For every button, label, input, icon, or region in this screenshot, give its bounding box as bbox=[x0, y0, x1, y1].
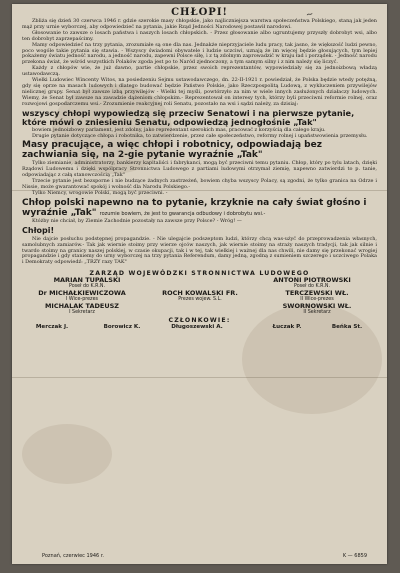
headline-senat: wszyscy chłopi wypowiedzą się przeciw Senatowi i na pierwsze pytanie, które mówi o zniesieniu Senatu, odpowiedzą jednogłośnie „Tak" bbox=[22, 107, 355, 127]
paragraph: bowiem jednoizbowy parlament, jest zdolny, jako reprezentant szerokich mas, pracować z korzyścią dla całego kraju. bbox=[32, 126, 326, 133]
members-row bbox=[22, 324, 377, 333]
board-member bbox=[22, 290, 142, 302]
paragraph: Każdy z chłopów wie, że już dawno, partie chłopskie, przez swoich reprezentantów, wypowiedziały się za jednoizbową władzą ustawodawczą. bbox=[22, 65, 377, 78]
member-role: II Wice-prezes bbox=[300, 297, 334, 303]
member: Merczak J. bbox=[35, 324, 69, 331]
board-member bbox=[257, 290, 377, 302]
member-role: I Wice-prezes bbox=[65, 297, 99, 303]
board-member bbox=[247, 277, 377, 289]
board-member bbox=[140, 290, 260, 302]
member-role: I Sekretarz bbox=[69, 310, 95, 316]
member-name: SWORNOWSKI WŁ. bbox=[282, 302, 352, 311]
member-role: II Sekretarz bbox=[303, 310, 331, 316]
headline-reforma: Masy pracujące, a więc chłopi i robotnicy, odpowiadają bez zachwiania się, na 2-gie pytanie wyraźnie „Tak" bbox=[22, 140, 322, 161]
paragraph: Nie dajcie posłuchu podstępnej propagandzie. - Nie ulegajcie podszeptom ludzi, którzy chcą was-użyć do przeprowadzenia własnych, samolubnych zamiarów.- Tak jak wiernie stoimy przy wierze ojców naszych, jak wiernie stoimy na straży naszych tradycji, tak jak silnie i twardo stoimy na granicy naszej polskiej, w czasie okupacji, tak i w tej, tak wielkiej i ważnej dla nas chwili, nie damy się przekonać wrogiej propagandzie i gdy staniemy do urny wyborczej na trzy pytania Referendum, damy jedną, zgodną z sumieniem szczerego i uczciwego Polaka i Demokraty odpowiedź: „TRZY razy TAK" bbox=[22, 235, 377, 266]
print-number: K — 6859 bbox=[342, 553, 367, 559]
place-date: Poznań, czerwiec 1946 r. bbox=[42, 553, 104, 559]
paragraph: Zbliża się dzień 30 czerwca 1946 r. gdzie szerokie masy chłopskie, jako najliczniejsza warstwa społeczeństwa Polskiego, staną jak jeden mąż przy urnie wyborczej, aby odpowiedzieć na pytania, jakie Rząd Jedności Narodowej postawił narodowi. bbox=[22, 18, 377, 30]
member-role: Prezes wojew. S.L. bbox=[178, 297, 222, 303]
leaflet-sheet bbox=[12, 4, 387, 564]
member-name: Dr MICHAŁKIEWICZOWA bbox=[38, 289, 126, 298]
headline-chlopi: Chłopi! bbox=[22, 225, 55, 235]
member: Łuczak P. bbox=[272, 324, 302, 331]
headline-granica bbox=[22, 198, 377, 218]
leaflet-title: CHŁOPI! bbox=[171, 7, 228, 18]
board-member bbox=[257, 303, 377, 315]
member-name: MARIAN TUPALSKI bbox=[53, 276, 121, 285]
member: Beńka St. bbox=[331, 324, 363, 331]
member-role: Poseł do K.R.N. bbox=[69, 284, 105, 290]
paragraph: Tylko ziemianie, administratorzy, bankierzy kapitaliści i fabrykanci, mogą być przeciwni temu pytaniu. Chłop, który po tylu latach, dzięki Rządowi Ludowemu i dzięki wspólpracy Stronnictwa Ludowego z partiami ludowymi otrzymał ziemię, napewno zatwierdzi to p. tanie, odpowiadając z całą stanowczością „Tak" bbox=[22, 160, 377, 179]
paper-stain bbox=[22, 424, 112, 484]
member-role: Poseł do K.R.N. bbox=[294, 284, 330, 290]
member-name: ROCH KOWALSKI FR. bbox=[162, 289, 238, 298]
headline-granica-tail: rozumie bowiem, że jest to gwarancja odbudowy i dobrobytu wsi.- bbox=[99, 210, 266, 217]
headline-granica-text: Chłop polski napewno na to pytanie, krzyknie na cały świat głośno i wyraźnie „Tak" bbox=[22, 197, 367, 218]
paragraph: Tylko Niemcy, wrogowie Polski, mogą być przeciwni. - bbox=[32, 189, 168, 196]
paragraph: Wielki Ludowiec Wincenty Witos, na posiedzeniu Sejmu ustawodawczego, dn. 22-II-1921 r. powiedział, że Polska będzie wtedy potężną, gdy się oprze na masach ludowych i dlatego budować będzie Państwo Polskie, jako Rzeczpospolitą Ludową, z wykluczeniem przywilejów nielicznej grupy. Senat był zawsze izbą przywilejów - Wielki tej myśli, powtórzyło za nim w wiele innych zasłużonych działaczy ludowych. Wiemy, że Senat był zawsze na zawadzie dążeniom chłopskim.- Reprezentował on interesy tych, którzy byli przeciwni reformie rolnej, oraz rozwojowi gospodarczemu wsi.- Zrozumienie reakcyjnej roli Senatu, pozostało na wsi i sądzi należy, za dzisiaj: bbox=[22, 77, 377, 107]
member-name: MICHALAK TADEUSZ bbox=[44, 302, 120, 311]
member: Borowicz K. bbox=[103, 324, 141, 331]
paragraph: Mamy odpowiedzieć na trzy pytania, zrozumiałe są one dla nas. Jednakże nieprzyjaciele ludu pracy, tak jasno, że większość ludzi pewno, poco wogóle takie pytania się stawia. - Wszyscy świadomi obywatele i ludzie uczciwi, uznają że im więcej będzie głosujących, tym lepiej pokażemy światu jedność narodu, a jedność narodu, zapewni Polsce siłę, i z tą zdolnym zaprowadzić w kraju ład i porządek. - Jedność narodu przekona świat, że wśród wszystkich Polaków zgoda jest po to Naród zjednoczony, a tym samym silny i z nim należy się liczyć. bbox=[22, 41, 377, 66]
member: Długoszewski A. bbox=[171, 324, 223, 331]
board-member bbox=[22, 303, 142, 315]
paragraph: Któżby nie chciał, by Ziemie Zachodnie pozostały na zawsze przy Polsce? - Wróg! — bbox=[32, 217, 242, 224]
member-name: ANTONI PIOTROWSKI bbox=[273, 276, 351, 285]
leaflet-content bbox=[22, 7, 377, 333]
board-row bbox=[22, 303, 377, 316]
paragraph: Drugie pytanie dotyczące chłopa i robotnika, to zatwierdzenie, przez całe społeczeństwo, reformy rolnej i upaństwowienia przemysłu. bbox=[32, 132, 368, 139]
paragraph: Głosowanie to zawsze o losach państwa i naszych losach chłopskich. - Przez głosowanie albo ugruntujemy przyszły dobrobyt wsi, albo ten dobrobyt zaprzepaścimy. bbox=[22, 29, 377, 42]
board-title: ZARZĄD WOJEWÓDZKI STRONNICTWA LUDOWEGO bbox=[89, 270, 310, 278]
member-name: TERCZEWSKI WŁ. bbox=[285, 289, 349, 298]
paragraph: Trzecie pytanie jest bezsporne i nie budzące żadnych zastrzeżeń, bowiem chyba wszyscy Polacy, są zgodni, że tylko granica na Odrze i Nissie, może gwarantować spokój i wolność dla Narodu Polskiego.- bbox=[22, 178, 377, 191]
handwritten-mark: ~ bbox=[305, 9, 315, 21]
board-member bbox=[22, 277, 152, 289]
paper-fold bbox=[12, 377, 387, 378]
members-title: CZŁONKOWIE: bbox=[168, 317, 231, 325]
